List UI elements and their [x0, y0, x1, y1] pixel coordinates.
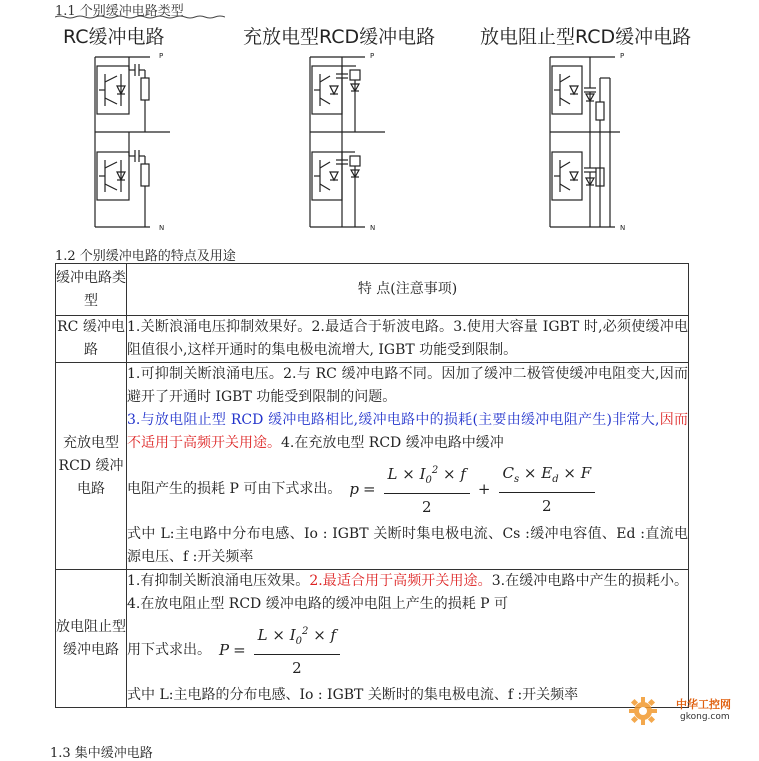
- watermark-domain: gkong.com: [680, 712, 730, 722]
- rcd-charge-desc-cell: [127, 363, 689, 570]
- circuit-title-rcd-discharge: 放电阻止型RCD缓冲电路: [480, 26, 692, 48]
- rcd-charge-formula: [127, 461, 688, 517]
- table-header-row: [56, 264, 689, 316]
- watermark: [628, 690, 753, 738]
- section-heading-1-3: 1.3 集中缓冲电路: [50, 746, 153, 761]
- rcd-discharge-para-1: [127, 570, 688, 616]
- rcd-discharge-where: 式中 L:主电路的分布电感、Io : IGBT 关断时的集电极电流、f :开关频率: [127, 687, 579, 703]
- rcd-discharge-red-text: 2.最适合用于高频开关用途。: [309, 573, 492, 589]
- rcd-discharge-text-b: 3.在缓冲电路中产生的损耗小。4.在放电阻止型 RCD 缓冲电路的缓冲电阻上产生的损耗 P 可: [127, 573, 689, 612]
- rcd-charge-circuit-diagram: [300, 52, 400, 237]
- circuit-title-rcd-charge: 充放电型RCD缓冲电路: [243, 26, 436, 48]
- circuit-title-rc: RC缓冲电路: [63, 26, 165, 48]
- rcd-discharge-formula: [127, 622, 688, 678]
- rcd-charge-red-text: 因而不适用于高频开关用途。: [127, 412, 689, 451]
- rcd-charge-blue-text: 3.与放电阻止型 RCD 缓冲电路相比,缓冲电路中的损耗(主要由缓冲电阻产生)非常大,: [127, 412, 660, 428]
- section-heading-text: 1.1 个别缓冲电路类型: [55, 4, 184, 19]
- rcd-charge-where: 式中 L:主电路中分布电感、Io : IGBT 关断时集电极电流、Cs :缓冲电容值、Ed :直流电源电压、f :开关频率: [127, 526, 688, 565]
- n-terminal-label: N: [620, 224, 626, 232]
- rcd-discharge-type-cell: 放电阻止型缓冲电路: [56, 570, 127, 708]
- n-terminal-label: N: [159, 224, 165, 232]
- header-desc-cell: 特 点(注意事项): [127, 264, 689, 316]
- rcd-charge-type-cell: 充放电型 RCD 缓冲电路: [56, 363, 127, 570]
- table-row-rcd-charge: [56, 363, 689, 570]
- section-heading-1-1: [55, 0, 184, 19]
- snubber-characteristics-table: [55, 263, 689, 708]
- table-row-rc: [56, 316, 689, 363]
- gear-icon: [628, 696, 658, 726]
- rc-desc-cell: 1.关断浪涌电压抑制效果好。2.最适合于斩波电路。3.使用大容量 IGBT 时,必须使缓冲电阻值很小,这样开通时的集电极电流增大, IGBT 功能受到限制。: [127, 316, 689, 363]
- n-terminal-label: N: [370, 224, 376, 232]
- table-row-rcd-discharge: [56, 570, 689, 708]
- wavy-underline: [55, 15, 225, 19]
- rcd-discharge-circuit-diagram: [540, 52, 640, 237]
- watermark-brand: 中华工控网: [676, 698, 731, 711]
- rc-type-cell: RC 缓冲电路: [56, 316, 127, 363]
- rcd-charge-para-2: [127, 409, 688, 455]
- rcd-discharge-text-a: 1.有抑制关断浪涌电压效果。: [127, 573, 310, 589]
- formula-fraction-1: $\frac{L \times I_0^2 \times f}{2}$: [384, 461, 470, 517]
- rcd-discharge-formula-lead: 用下式求出。: [127, 641, 211, 658]
- rcd-charge-rest-text: 4.在充放电型 RCD 缓冲电路中缓冲: [281, 435, 504, 451]
- formula-fraction: $\frac{L \times I_0^2 \times f}{2}$: [254, 622, 340, 678]
- formula-p-symbol: p: [349, 479, 359, 498]
- formula-equals: =: [362, 479, 376, 498]
- p-terminal-label: P: [159, 52, 164, 60]
- formula-equals: =: [233, 640, 246, 659]
- rc-snubber-circuit-diagram: [85, 52, 185, 237]
- formula-fraction-2: $\frac{C_s \times E_d \times F}{2}$: [499, 463, 596, 516]
- p-terminal-label: P: [370, 52, 375, 60]
- formula-p-symbol: P: [219, 640, 230, 659]
- section-heading-1-2: 1.2 个别缓冲电路的特点及用途: [55, 249, 236, 264]
- header-type-cell: 缓冲电路类型: [56, 264, 127, 316]
- formula-plus: +: [477, 479, 491, 498]
- p-terminal-label: P: [620, 52, 625, 60]
- rcd-charge-formula-lead: 电阻产生的损耗 P 可由下式求出。: [127, 480, 342, 497]
- rcd-charge-para-1: 1.可抑制关断浪涌电压。2.与 RC 缓冲电路不同。因加了缓冲二极管使缓冲电阻变大,因而避开了开通时 IGBT 功能受到限制的问题。: [127, 366, 688, 405]
- rcd-discharge-desc-cell: [127, 570, 689, 708]
